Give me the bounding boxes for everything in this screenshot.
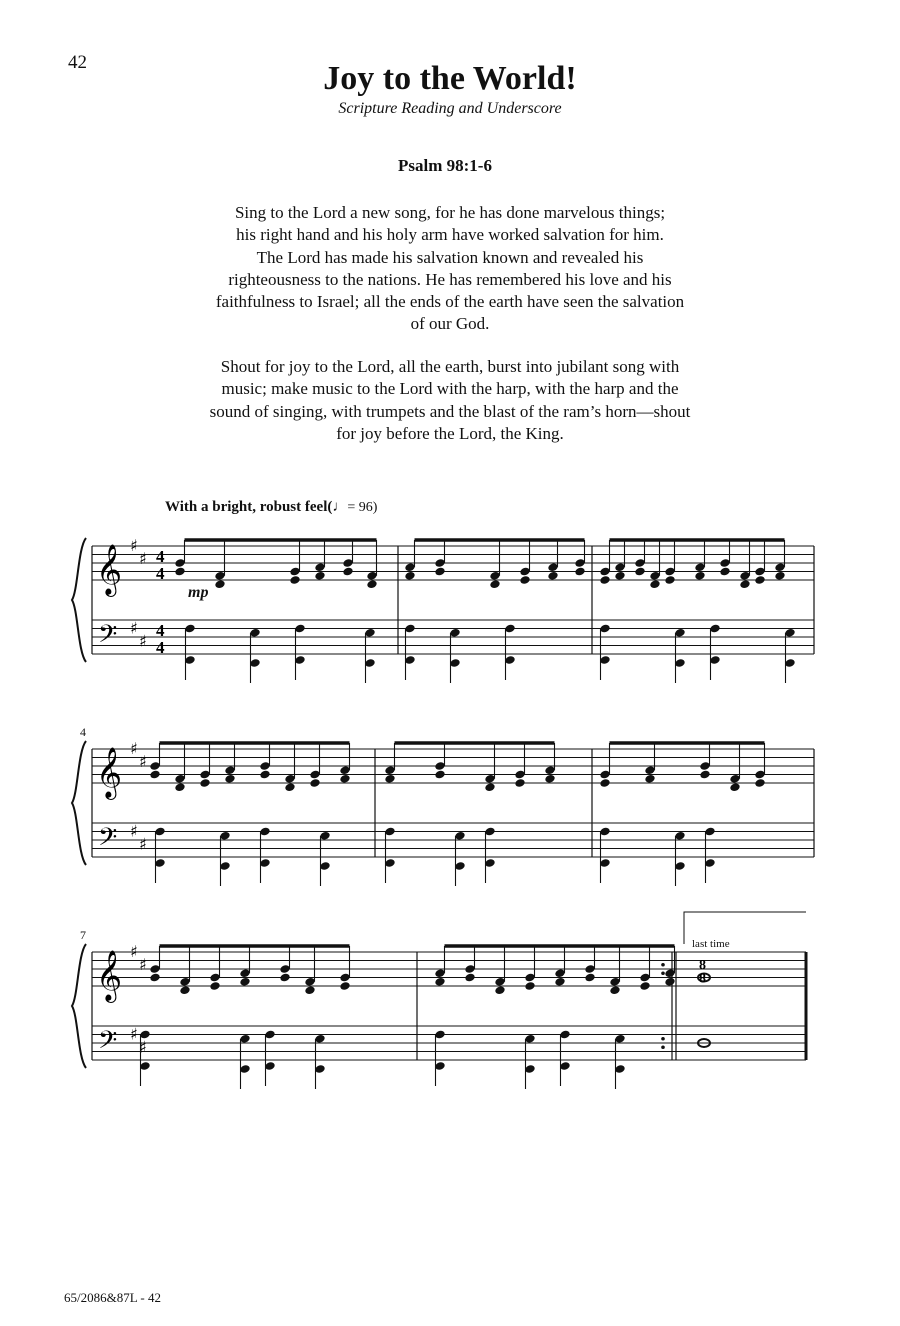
bass-clef-icon: 𝄢: [98, 1026, 118, 1061]
sharp-icon: ♯: [130, 942, 138, 961]
notehead: [554, 977, 565, 987]
dynamic-marking: mp: [188, 584, 209, 601]
notehead: [366, 579, 377, 589]
notehead: [729, 782, 740, 792]
page-footer: 65/2086&87L - 42: [64, 1290, 162, 1305]
volta-bracket: [684, 912, 806, 944]
page-subtitle: Scripture Reading and Underscore: [338, 100, 562, 117]
page-number: 42: [68, 52, 87, 73]
notehead: [599, 575, 610, 585]
tempo-open-paren: (: [327, 499, 333, 515]
notehead: [574, 566, 585, 576]
notehead: [599, 778, 610, 788]
sharp-icon: ♯: [130, 821, 138, 841]
paragraph-line: Sing to the Lord a new song, for he has done marvelous things;: [234, 203, 666, 222]
sharp-icon: ♯: [139, 954, 147, 974]
notehead: [224, 774, 235, 784]
sharp-icon: ♯: [139, 1037, 147, 1057]
notehead: [547, 571, 558, 581]
paragraph-line: sound of singing, with trumpets and the blast of the ram’s horn—shout: [209, 401, 691, 421]
volta-label: last time: [692, 938, 730, 950]
sharp-icon: ♯: [139, 548, 147, 568]
page-title: Joy to the World!: [323, 60, 577, 97]
sharp-icon: ♯: [130, 618, 138, 638]
paragraph-line: his right hand and his holy arm have worked salvation for him.: [236, 225, 664, 245]
measure-number-4: 4: [80, 725, 86, 739]
notehead: [384, 774, 395, 784]
notehead: [179, 985, 190, 995]
bass-clef-icon: 𝄢: [98, 620, 118, 655]
notehead: [434, 566, 445, 576]
sharp-icon: ♯: [139, 751, 147, 771]
notehead: [342, 566, 353, 576]
notehead: [634, 566, 645, 576]
notehead: [494, 985, 505, 995]
repeat-dot: [661, 971, 665, 975]
notehead: [464, 972, 475, 982]
repeat-dot: [661, 963, 665, 967]
sharp-icon: ♯: [130, 536, 138, 555]
notehead: [199, 778, 210, 788]
notehead: [774, 571, 785, 581]
system-brace: [72, 944, 86, 1068]
paragraph-line: of our God.: [410, 314, 490, 334]
final-time-top: 8: [699, 958, 706, 973]
paragraph-line: The Lord has made his salvation known and revealed his: [256, 247, 644, 267]
sharp-icon: ♯: [139, 631, 147, 651]
notehead: [664, 575, 675, 585]
notehead: [239, 977, 250, 987]
notehead: [754, 778, 765, 788]
notehead: [694, 571, 705, 581]
notehead: [739, 579, 750, 589]
sharp-icon: ♯: [130, 739, 138, 758]
notehead: [514, 778, 525, 788]
notehead: [174, 782, 185, 792]
notehead: [339, 981, 350, 991]
notehead: [434, 769, 445, 779]
notehead: [544, 774, 555, 784]
notehead: [484, 782, 495, 792]
system-brace: [72, 741, 86, 865]
notehead: [149, 972, 160, 982]
notehead: [719, 566, 730, 576]
sharp-icon: ♯: [130, 1024, 138, 1044]
scripture-reference: Psalm 98:1-6: [398, 156, 492, 175]
tempo-bpm: = 96): [347, 500, 378, 515]
notehead: [259, 769, 270, 779]
paragraph-line: faithfulness to Israel; all the ends of the earth have seen the salvation: [215, 292, 685, 312]
notehead: [404, 571, 415, 581]
paragraph-line: for joy before the Lord, the King.: [336, 423, 564, 443]
paragraph-line: Shout for joy to the Lord, all the earth, burst into jubilant song with: [220, 357, 680, 376]
notehead: [339, 774, 350, 784]
notehead: [214, 579, 225, 589]
system-brace: [72, 538, 86, 662]
paragraph-line: music; make music to the Lord with the harp, with the harp and the: [221, 379, 679, 399]
notehead: [524, 981, 535, 991]
notehead: [284, 782, 295, 792]
notehead: [209, 981, 220, 991]
tempo-text: With a bright, robust feel: [165, 499, 328, 515]
time-signature-bottom: 4: [156, 564, 165, 583]
notehead: [434, 977, 445, 987]
notehead: [304, 985, 315, 995]
final-time-bottom: 8: [699, 971, 706, 987]
notehead: [649, 579, 660, 589]
notehead: [314, 571, 325, 581]
measure-number-7: 7: [80, 928, 86, 942]
time-signature-top: 4: [156, 547, 165, 566]
repeat-dot: [661, 1045, 665, 1049]
notehead: [609, 985, 620, 995]
notehead: [639, 981, 650, 991]
notehead: [614, 571, 625, 581]
sharp-icon: ♯: [139, 834, 147, 854]
notehead: [489, 579, 500, 589]
paragraph-line: righteousness to the nations. He has remembered his love and his: [228, 269, 672, 289]
time-signature-top: 4: [156, 621, 165, 640]
treble-clef-icon: 𝄞: [96, 950, 123, 1001]
treble-clef-icon: 𝄞: [96, 747, 123, 798]
notehead: [519, 575, 530, 585]
notehead: [174, 566, 185, 576]
notehead: [644, 774, 655, 784]
notehead: [754, 575, 765, 585]
notehead: [149, 769, 160, 779]
notehead: [699, 769, 710, 779]
notehead: [584, 972, 595, 982]
bass-clef-icon: 𝄢: [98, 823, 118, 858]
repeat-dot: [661, 1037, 665, 1041]
notehead: [289, 575, 300, 585]
notehead: [279, 972, 290, 982]
notehead: [664, 977, 675, 987]
notehead: [309, 778, 320, 788]
time-signature-bottom: 4: [156, 638, 165, 657]
quarter-note-icon: ♩: [332, 499, 348, 515]
treble-clef-icon: 𝄞: [96, 544, 123, 595]
